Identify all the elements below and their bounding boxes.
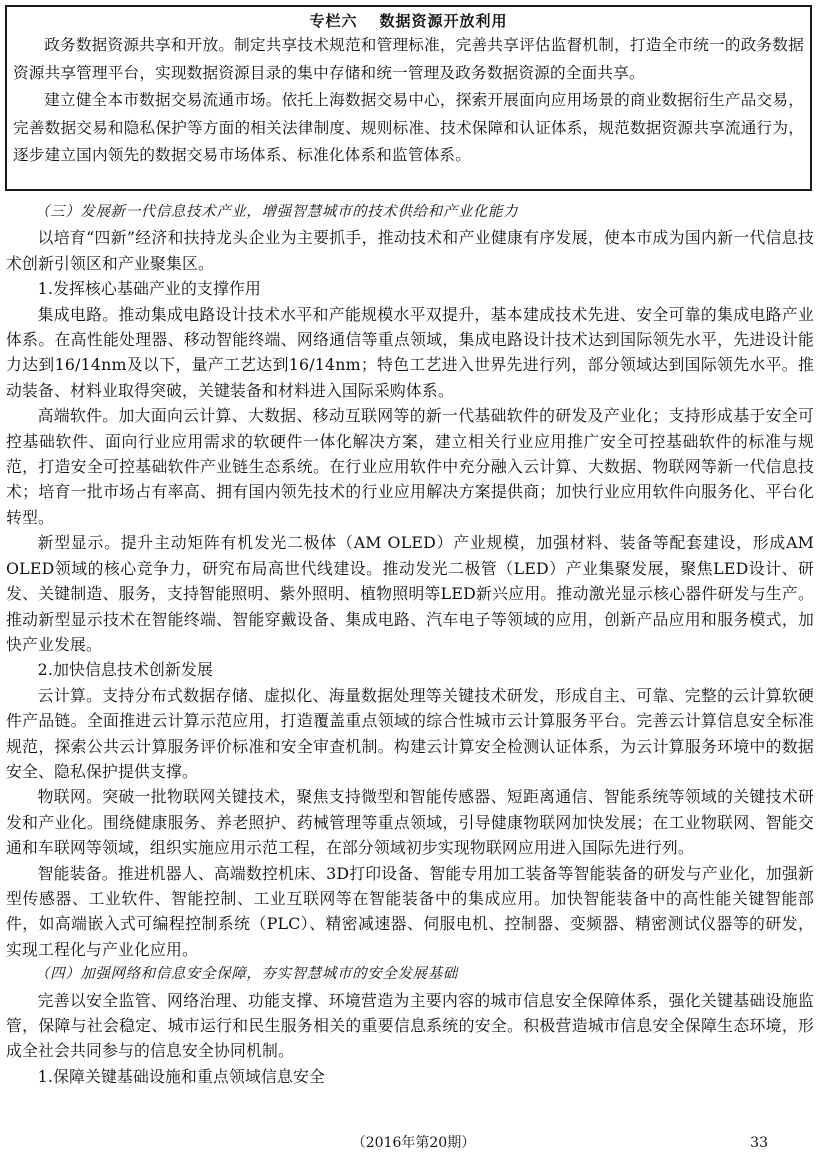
paragraph: 完善以安全监管、网络治理、功能支撑、环境营造为主要内容的城市信息安全保障体系，强化关键基础设施监管，保障与社会稳定、城市运行和民生服务相关的重要信息系统的安全。积极营造城市信息安全保障生态环境，形成全社会共同参与的信息安全协同机制。 <box>6 990 814 1061</box>
page-number: 33 <box>750 1135 768 1151</box>
paragraph: 新型显示。提升主动矩阵有机发光二极体（AM OLED）产业规模，加强材料、装备等配套建设，形成AM OLED领域的核心竞争力，研究布局高世代线建设。推动发光二极管（LED）产业集聚发展，聚焦LED设计、研发、关键制造、服务，支持智能照明、紫外照明、植物照明等LED新兴应用。推动激光显示核心器件研发与生产。推动新型显示技术在智能终端、智能穿戴设备、集成电路、汽车电子等领域的应用，创新产品应用和服务模式，加快产业发展。 <box>6 533 814 654</box>
column-box-heading: 数据资源开放利用 <box>379 12 508 30</box>
subsection-heading: 1.发挥核心基础产业的支撑作用 <box>37 279 262 299</box>
page-footer <box>0 1131 827 1155</box>
column-box-title <box>13 10 804 32</box>
column-box-paragraph: 政务数据资源共享和开放。制定共享技术规范和管理标准，完善共享评估监督机制，打造全市统一的政务数据资源共享管理平台，实现数据资源目录的集中存储和统一管理及政务数据资源的全面共享。 <box>13 36 804 82</box>
column-box <box>5 5 812 191</box>
paragraph: 以培育“四新”经济和扶持龙头企业为主要抓手，推动技术和产业健康有序发展，使本市成为国内新一代信息技术创新引领区和产业聚集区。 <box>6 228 814 273</box>
section-heading: （三）发展新一代信息技术产业，增强智慧城市的技术供给和产业化能力 <box>35 204 519 220</box>
subsection-heading: 1.保障关键基础设施和重点领域信息安全 <box>37 1066 326 1086</box>
column-box-paragraph: 建立健全本市数据交易流通市场。依托上海数据交易中心，探索开展面向应用场景的商业数据衍生产品交易，完善数据交易和隐私保护等方面的相关法律制度、规则标准、技术保障和认证体系，规范数据资源共享流通行为，逐步建立国内领先的数据交易市场体系、标准化体系和监管体系。 <box>13 91 804 164</box>
paragraph: 物联网。突破一批物联网关键技术，聚焦支持微型和智能传感器、短距离通信、智能系统等领域的关键技术研发和产业化。围绕健康服务、养老照护、药械管理等重点领域，引导健康物联网加快发展；在工业物联网、智能交通和车联网等领域，组织实施应用示范工程，在部分领域初步实现物联网应用进入国际先进行列。 <box>6 787 814 858</box>
section-heading: （四）加强网络和信息安全保障，夯实智慧城市的安全发展基础 <box>35 966 458 983</box>
main-text <box>6 200 814 1089</box>
paragraph: 集成电路。推动集成电路设计技术水平和产能规模水平双提升，基本建成技术先进、安全可靠的集成电路产业体系。在高性能处理器、移动智能终端、网络通信等重点领域，集成电路设计技术达到国际领先水平，先进设计能力达到16/14nm及以下，量产工艺达到16/14nm；特色工艺进入世界先进行列，部分领域达到国际领先水平。推动装备、材料业取得突破，关键装备和材料进入国际采购体系。 <box>6 304 814 400</box>
issue-label: （2016年第20期） <box>351 1135 476 1151</box>
paragraph: 云计算。支持分布式数据存储、虚拟化、海量数据处理等关键技术研发，形成自主、可靠、完整的云计算软硬件产品链。全面推进云计算示范应用，打造覆盖重点领域的综合性城市云计算服务平台。完善云计算信息安全标准规范，探索公共云计算服务评价标准和安全审查机制。构建云计算安全检测认证体系，为云计算服务环境中的数据安全、隐私保护提供支撑。 <box>6 685 814 781</box>
column-box-label: 专栏六 <box>309 12 358 30</box>
paragraph: 高端软件。加大面向云计算、大数据、移动互联网等的新一代基础软件的研发及产业化；支持形成基于安全可控基础软件、面向行业应用需求的软硬件一体化解决方案，建立相关行业应用推广安全可控基础软件的标准与规范，打造安全可控基础软件产业链生态系统。在行业应用软件中充分融入云计算、大数据、物联网等新一代信息技术；培育一批市场占有率高、拥有国内领先技术的行业应用解决方案提供商；加快行业应用软件向服务化、平台化转型。 <box>6 406 814 527</box>
subsection-heading: 2.加快信息技术创新发展 <box>37 660 214 680</box>
paragraph: 智能装备。推进机器人、高端数控机床、3D打印设备、智能专用加工装备等智能装备的研发与产业化，加强新型传感器、工业软件、智能控制、工业互联网等在智能装备中的集成应用。加快智能装备中的高性能关键智能部件，如高端嵌入式可编程控制系统（PLC）、精密减速器、伺服电机、控制器、变频器、精密测试仪器等的研发，实现工程化与产业化应用。 <box>6 863 814 959</box>
